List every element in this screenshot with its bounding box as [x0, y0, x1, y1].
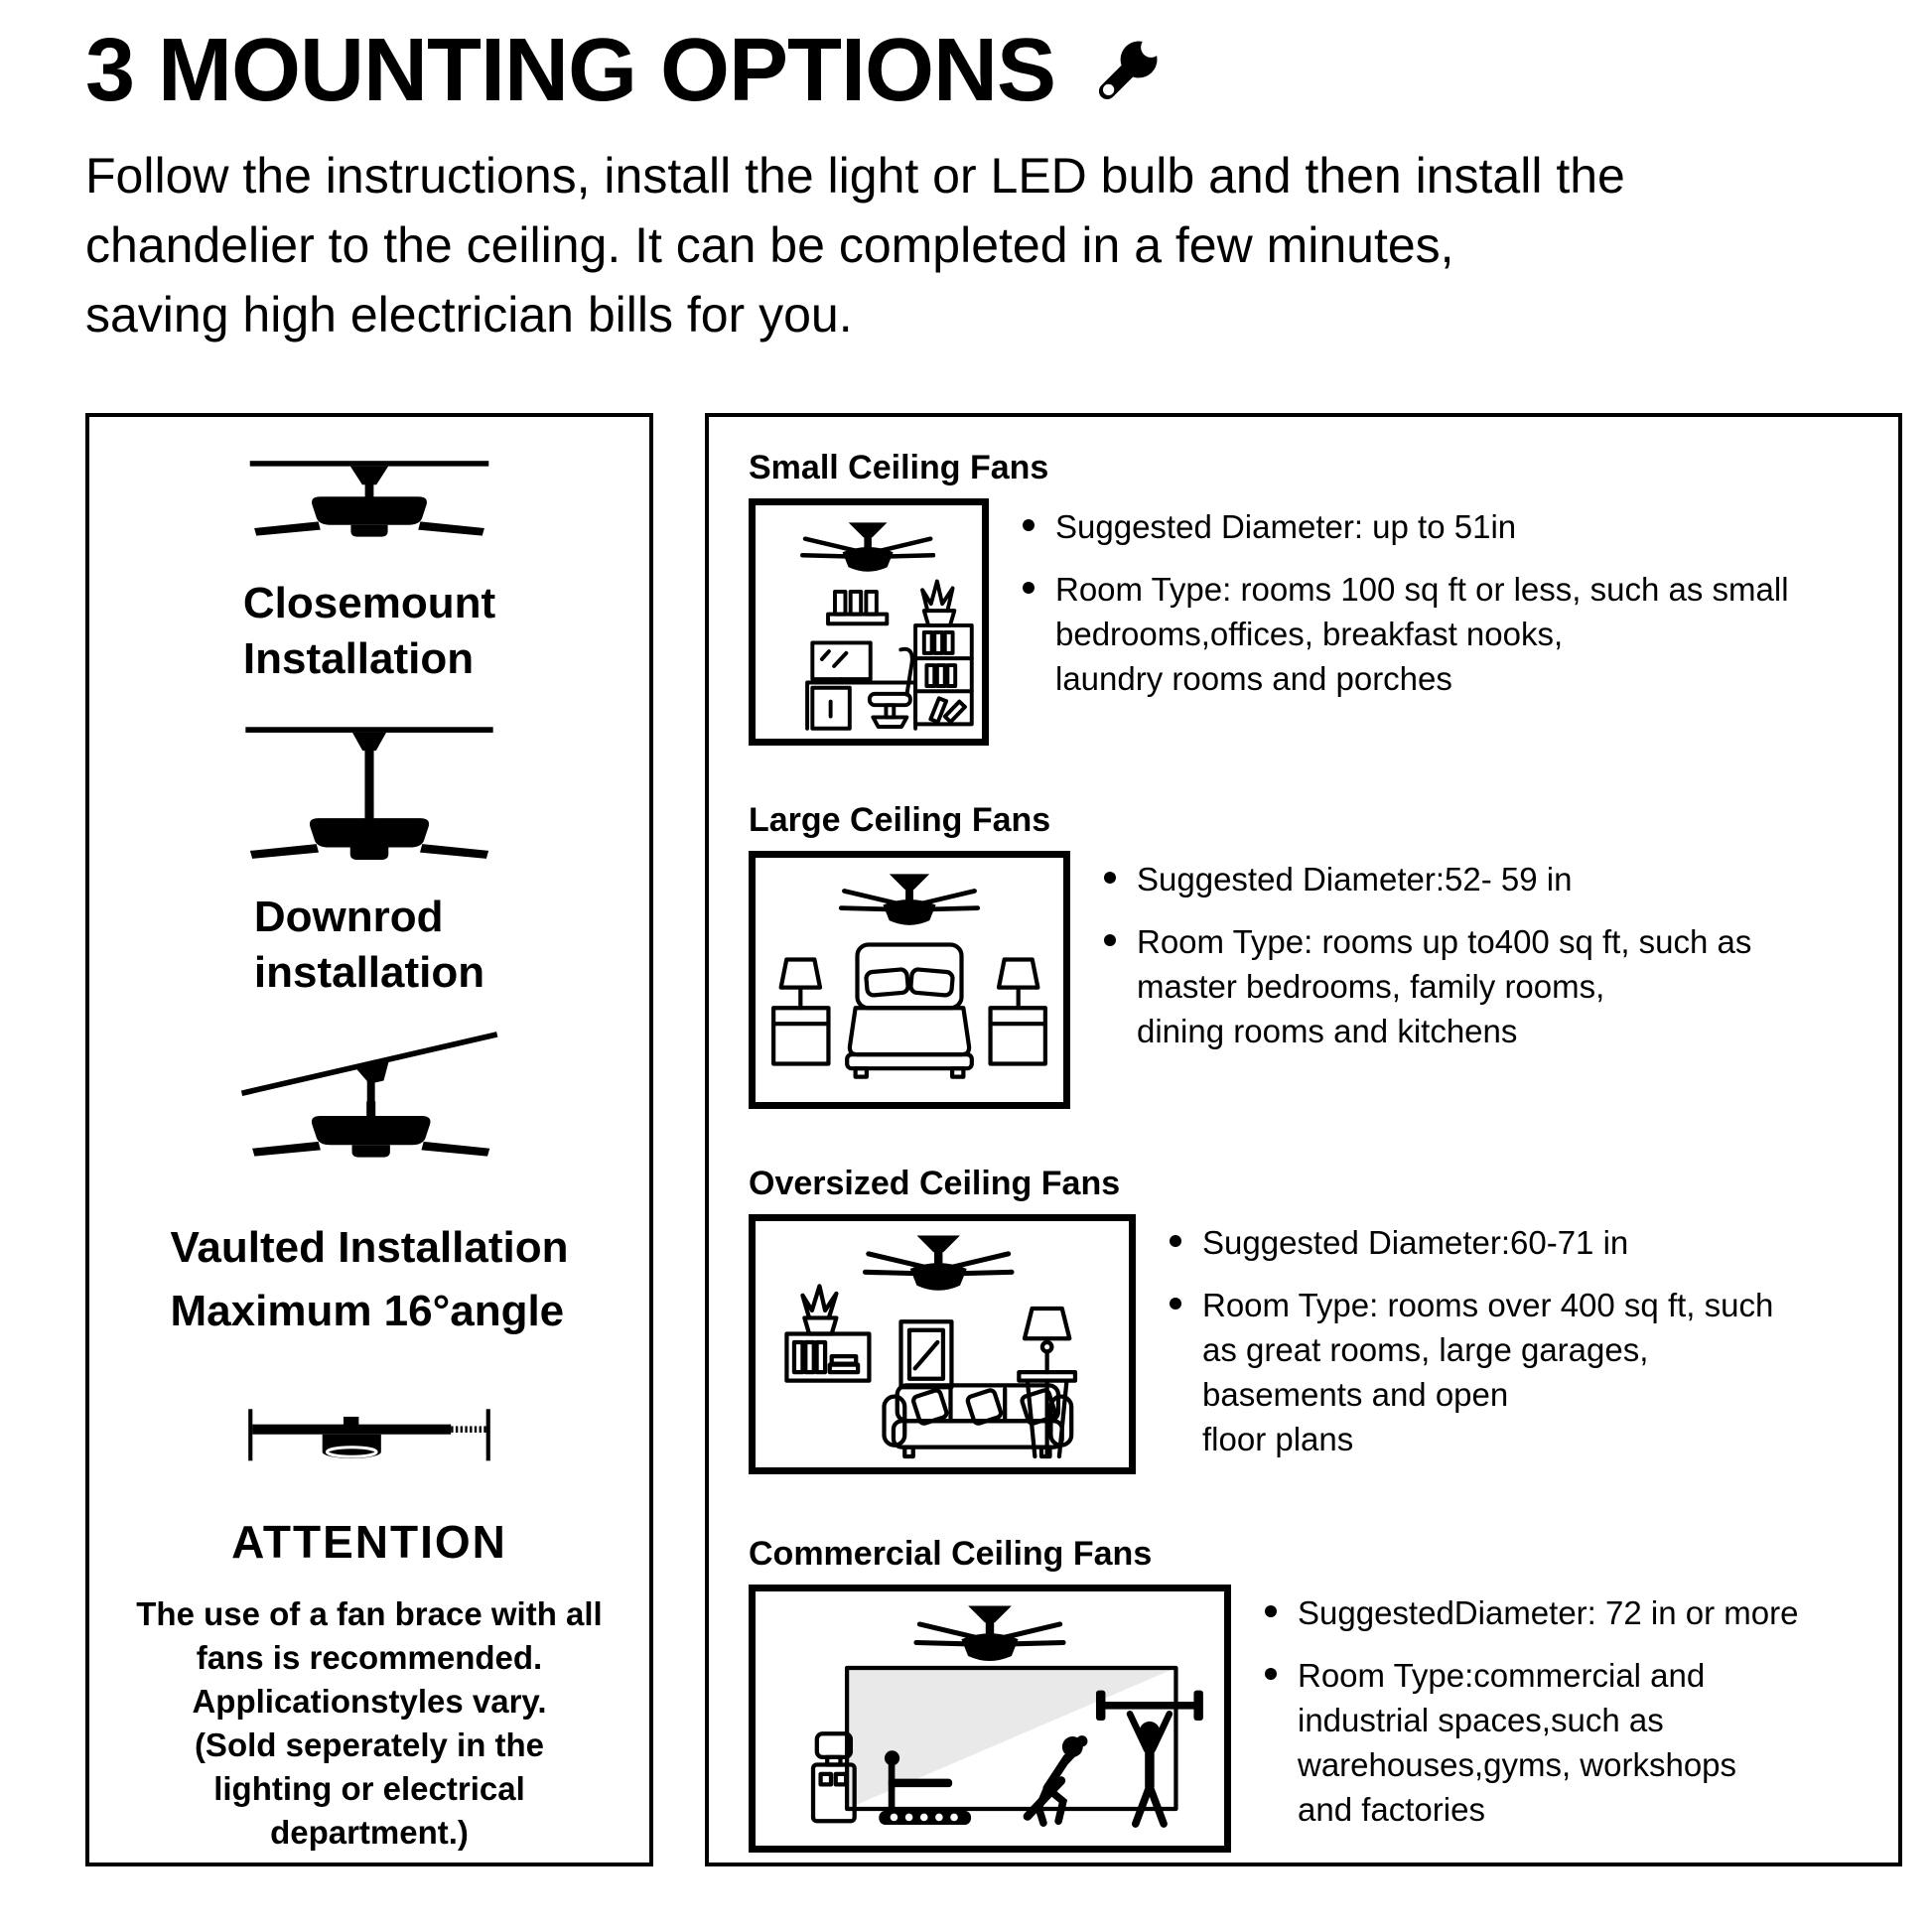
- bullet-dot-icon: [1023, 582, 1035, 594]
- bullet-line: Room Type: rooms up to400 sq ft, such as: [1137, 922, 1752, 960]
- label-line: installation: [253, 948, 485, 997]
- section-large-ceiling-fans: [749, 799, 1884, 1109]
- bullet-item: [1023, 567, 1789, 701]
- label-line: Downrod: [253, 893, 444, 941]
- fan-brace-icon: [234, 1401, 504, 1471]
- bullet-dot-icon: [1265, 1668, 1277, 1680]
- section-small-ceiling-fans: [749, 447, 1884, 746]
- bullet-line: industrial spaces,such as: [1298, 1702, 1664, 1739]
- office-scene-box: [749, 498, 989, 746]
- bullet-line: dining rooms and kitchens: [1137, 1012, 1518, 1049]
- attention-line: lighting or electrical: [213, 1770, 525, 1807]
- bullet-line: master bedrooms, family rooms,: [1137, 967, 1605, 1005]
- attention-title: ATTENTION: [231, 1516, 507, 1568]
- section-heading: Commercial Ceiling Fans: [749, 1535, 1153, 1574]
- bullet-dot-icon: [1265, 1605, 1277, 1617]
- living-room-scene-box: [749, 1214, 1136, 1474]
- bullet-dot-icon: [1170, 1235, 1181, 1247]
- bullet-item: [1104, 857, 1751, 901]
- bullet-list: [1170, 1220, 1773, 1479]
- attention-line: fans is recommended.: [196, 1639, 543, 1676]
- bullet-item: [1170, 1220, 1773, 1265]
- intro-line: saving high electrician bills for you.: [85, 287, 853, 343]
- label-line: Installation: [242, 634, 475, 683]
- bullet-list: [1265, 1590, 1798, 1850]
- label-line: Closemount: [242, 579, 496, 627]
- living-room-illustration: [760, 1226, 1124, 1462]
- intro-line: Follow the instructions, install the light or LED bulb and then install the: [85, 148, 1625, 204]
- bedroom-illustration: [760, 863, 1058, 1097]
- bullet-line: bedrooms,offices, breakfast nooks,: [1055, 616, 1564, 652]
- fan-size-guide-panel: [705, 413, 1902, 1866]
- bullet-line: SuggestedDiameter: 72 in or more: [1298, 1594, 1799, 1632]
- bullet-dot-icon: [1104, 872, 1116, 884]
- downrod-fan-icon: [245, 725, 493, 860]
- attention-line: Applicationstyles vary.: [192, 1683, 547, 1720]
- bullet-dot-icon: [1023, 519, 1035, 531]
- intro-line: chandelier to the ceiling. It can be completed in a few minutes,: [85, 217, 1454, 273]
- intro-paragraph: [85, 141, 1904, 349]
- section-heading: Small Ceiling Fans: [749, 449, 1049, 486]
- closemount-label: [243, 576, 495, 687]
- bullet-line: Suggested Diameter:52- 59 in: [1137, 860, 1573, 897]
- bullet-item: [1265, 1590, 1798, 1635]
- bullet-line: Room Type:commercial and: [1298, 1657, 1706, 1695]
- content-columns: [85, 413, 1904, 1866]
- bullet-line: floor plans: [1202, 1421, 1354, 1458]
- page-title: 3 MOUNTING OPTIONS: [85, 21, 1056, 120]
- title-row: [85, 21, 1904, 120]
- bullet-line: Suggested Diameter: up to 51in: [1055, 508, 1517, 545]
- bullet-line: Room Type: rooms 100 sq ft or less, such as small: [1055, 571, 1789, 608]
- attention-line: (Sold seperately in the: [194, 1726, 545, 1763]
- section-heading: Large Ceiling Fans: [749, 800, 1051, 839]
- closemount-fan-icon: [245, 459, 493, 540]
- bullet-line: Room Type: rooms over 400 sq ft, such: [1202, 1287, 1774, 1324]
- bullet-line: laundry rooms and porches: [1055, 660, 1452, 697]
- bullet-item: [1170, 1283, 1773, 1461]
- attention-line: department.): [270, 1814, 469, 1851]
- gym-illustration: [760, 1596, 1219, 1841]
- label-line: Maximum 16°angle: [170, 1287, 565, 1335]
- gym-scene-box: [749, 1585, 1231, 1853]
- bullet-dot-icon: [1170, 1298, 1181, 1310]
- bullet-item: [1023, 504, 1789, 549]
- downrod-label: [254, 890, 484, 1001]
- bullet-line: basements and open: [1202, 1376, 1509, 1414]
- bullet-line: warehouses,gyms, workshops: [1298, 1746, 1737, 1784]
- office-room-illustration: [760, 510, 977, 734]
- bullet-line: as great rooms, large garages,: [1202, 1331, 1649, 1369]
- bullet-line: and factories: [1298, 1791, 1485, 1829]
- vaulted-fan-icon: [240, 1029, 498, 1169]
- vaulted-label: [171, 1216, 569, 1343]
- section-oversized-ceiling-fans: [749, 1163, 1884, 1479]
- section-commercial-ceiling-fans: [749, 1533, 1884, 1853]
- mounting-options-panel: [85, 413, 653, 1866]
- bullet-list: [1104, 857, 1751, 1071]
- section-heading: Oversized Ceiling Fans: [749, 1165, 1121, 1203]
- bullet-line: Suggested Diameter:60-71 in: [1202, 1224, 1629, 1262]
- attention-line: The use of a fan brace with all: [136, 1595, 603, 1632]
- bullet-item: [1104, 919, 1751, 1053]
- header: [85, 21, 1904, 349]
- bedroom-scene-box: [749, 851, 1070, 1109]
- label-line: Vaulted Installation: [170, 1223, 569, 1272]
- bullet-dot-icon: [1104, 934, 1116, 946]
- attention-text: [136, 1592, 602, 1855]
- bullet-list: [1023, 504, 1789, 719]
- bullet-item: [1265, 1653, 1798, 1832]
- wrench-icon: [1085, 32, 1167, 113]
